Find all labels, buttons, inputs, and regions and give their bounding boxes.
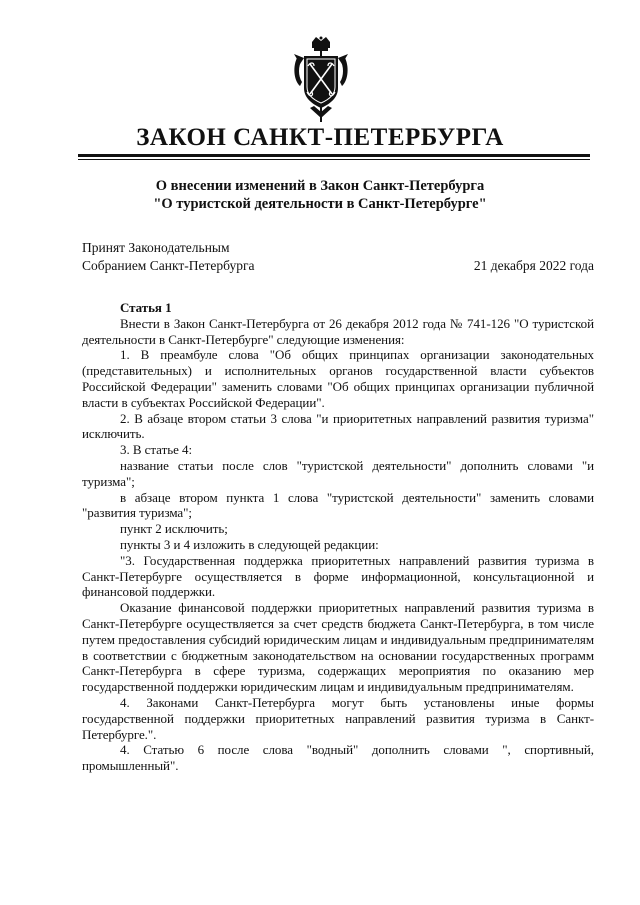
article-paragraph: Внести в Закон Санкт-Петербурга от 26 декабря 2012 года № 741-126 "О туристской деятельности в Санкт-Петербурге" следующие изменения: xyxy=(82,315,594,347)
adoption-date: 21 декабря 2022 года xyxy=(473,258,594,273)
article-paragraph: пункты 3 и 4 изложить в следующей редакции: xyxy=(120,536,379,552)
article-paragraph: в абзаце втором пункта 1 слова "туристской деятельности" заменить словами "развития туризма"; xyxy=(82,489,594,521)
law-title: ЗАКОН САНКТ-ПЕТЕРБУРГА xyxy=(136,124,504,151)
article-paragraph: название статьи после слов "туристской деятельности" дополнить словами "и туризма"; xyxy=(82,457,594,489)
adoption-statement xyxy=(82,239,255,275)
article-paragraph: 1. В преамбуле слова "Об общих принципах организации законодательных (представительных) и исполнительных органов государственной власти субъектов Российской Федерации" заменить словами "Об общих принципах организации публичной власти в субъектах Российской Федерации". xyxy=(82,347,594,410)
article-paragraph: 4. Статью 6 после слова "водный" дополнить словами ", спортивный, промышленный". xyxy=(82,742,594,774)
article-paragraph: 2. В абзаце втором статьи 3 слова "и приоритетных направлений развития туризма" исключить. xyxy=(82,410,594,442)
article-paragraph: "3. Государственная поддержка приоритетных направлений развития туризма в Санкт-Петербурге осуществляется в форме информационной, консультационной и финансовой поддержки. xyxy=(82,552,594,600)
article-paragraph: пункт 2 исключить; xyxy=(120,521,228,537)
title-rule-thick xyxy=(78,154,590,157)
article-paragraph: Оказание финансовой поддержки приоритетных направлений развития туризма в Санкт-Петербурге осуществляется за счет средств бюджета Санкт-Петербурга, в том числе путем предоставления субсидий юридическим лицам и индивидуальным предпринимателям в соответствии с бюджетным законодательством на основании государственных программ Санкт-Петербурга в сфере туризма, содержащих мероприятия по оказанию мер государственной поддержки юридическим лицам и индивидуальным предпринимателям. xyxy=(82,600,594,695)
subtitle-line-1: О внесении изменений в Закон Санкт-Петербурга xyxy=(155,178,485,194)
adoption-line-1: Принят Законодательным xyxy=(82,240,230,255)
subtitle-line-2: "О туристской деятельности в Санкт-Петербурге" xyxy=(153,196,487,212)
coat-of-arms-icon xyxy=(290,36,352,124)
adoption-line-2: Собранием Санкт-Петербурга xyxy=(82,258,255,273)
article-paragraph: 3. В статье 4: xyxy=(120,442,193,458)
article-body xyxy=(82,300,594,774)
title-rule-thin xyxy=(78,159,590,160)
article-paragraph: 4. Законами Санкт-Петербурга могут быть установлены иные формы государственной поддержки приоритетных направлений развития туризма в Санкт-Петербурге.". xyxy=(82,694,594,742)
law-subtitle xyxy=(0,177,640,213)
article-heading: Статья 1 xyxy=(120,300,172,315)
